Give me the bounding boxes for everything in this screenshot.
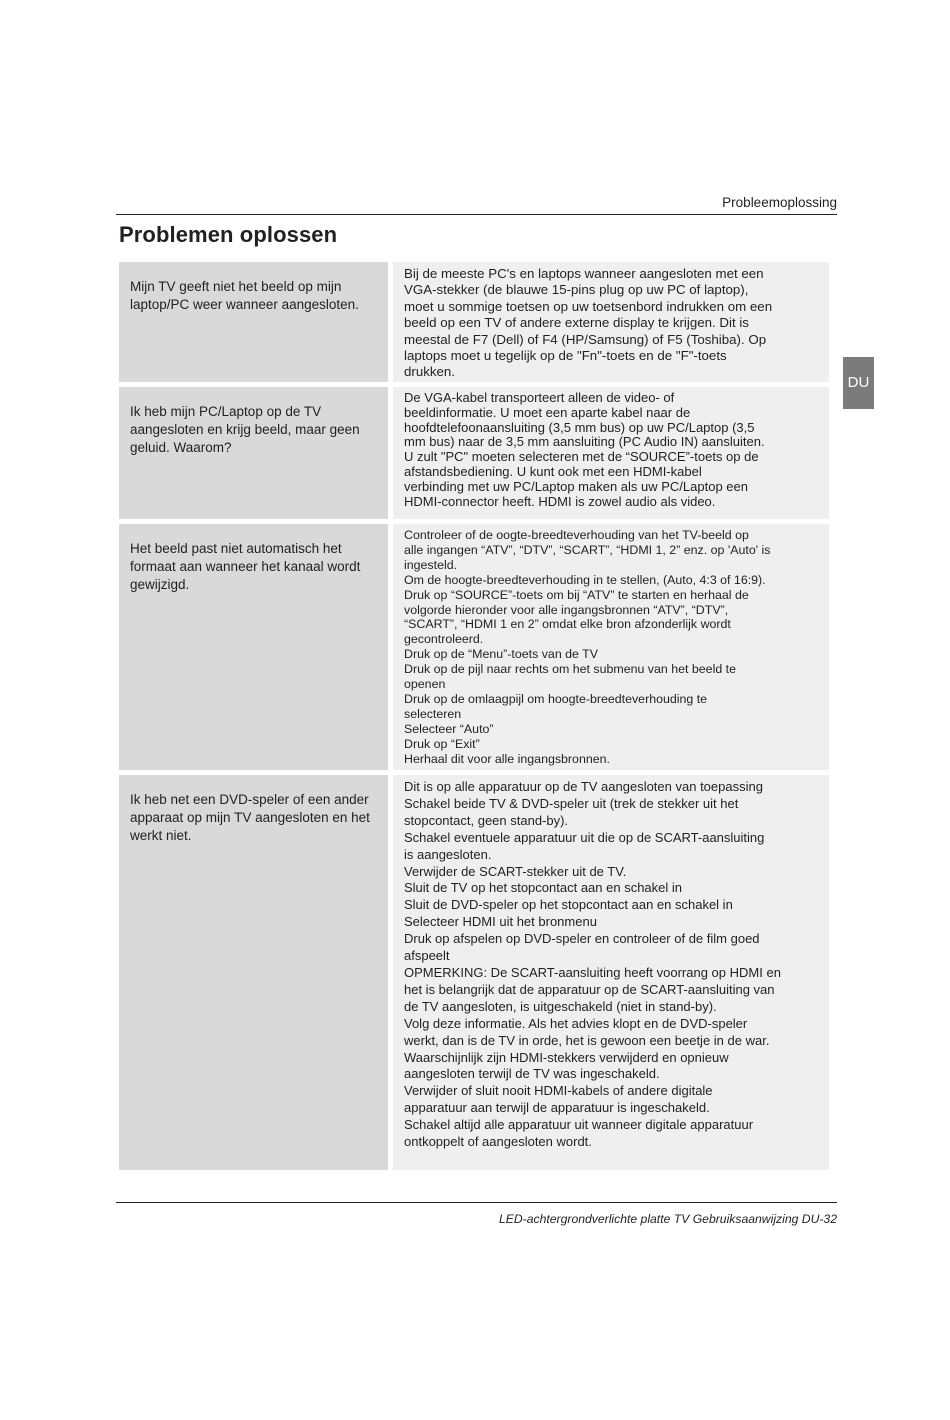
answer-line: “SCART”, “HDMI 1 en 2” omdat elke bron afzonderlijk wordt: [404, 617, 731, 632]
question-cell: Het beeld past niet automatisch het formaat aan wanneer het kanaal wordt gewijzigd.: [119, 524, 388, 770]
answer-line: Volg deze informatie. Als het advies klopt en de DVD-speler: [404, 1015, 748, 1031]
answer-line: Verwijder de SCART-stekker uit de TV.: [404, 863, 627, 879]
answer-line: Selecteer “Auto”: [404, 721, 494, 736]
answer-line: stopcontact, geen stand-by).: [404, 812, 569, 828]
answer-cell: [393, 262, 829, 382]
answer-line: Dit is op alle apparatuur op de TV aangesloten van toepassing: [404, 779, 763, 794]
answer-line: beeld op een TV of andere externe display te krijgen. Dit is: [404, 315, 749, 331]
table-row: [119, 262, 829, 382]
answer-line: meestal de F7 (Dell) of F4 (HP/Samsung) of F5 (Toshiba). Op: [404, 331, 767, 347]
question-cell: Ik heb mijn PC/Laptop op de TV aangesloten en krijg beeld, maar geen geluid. Waarom?: [119, 387, 388, 519]
answer-line: HDMI-connector heeft. HDMI is zowel audio als video.: [404, 493, 716, 509]
answer-cell: [393, 775, 829, 1170]
answer-line: OPMERKING: De SCART-aansluiting heeft voorrang op HDMI en: [404, 964, 781, 980]
page-footer: LED-achtergrondverlichte platte TV Gebruiksaanwijzing DU-32: [498, 1212, 837, 1226]
header-divider: [116, 214, 837, 215]
answer-line: laptops moet u tegelijk op de "Fn"-toets en de "F"-toets: [404, 348, 727, 364]
question-cell: Mijn TV geeft niet het beeld op mijn laptop/PC weer wanneer aangesloten.: [119, 262, 388, 382]
answer-cell: [393, 387, 829, 519]
answer-line: U zult "PC" moeten selecteren met de “SOURCE”-toets op de: [404, 449, 759, 465]
answer-line: Druk op “Exit”: [404, 736, 480, 751]
answer-line: Selecteer HDMI uit het bronmenu: [404, 914, 597, 930]
answer-line: openen: [404, 677, 446, 692]
table-row: [119, 387, 829, 519]
answer-line: De VGA-kabel transporteert alleen de video- of: [404, 390, 675, 405]
table-row: [119, 524, 829, 770]
answer-line: alle ingangen “ATV”, “DTV”, “SCART”, “HDMI 1, 2” enz. op 'Auto' is: [404, 542, 771, 557]
page-title: Problemen oplossen: [119, 222, 338, 247]
answer-line: gecontroleerd.: [404, 632, 484, 647]
answer-line: beeldinformatie. U moet een aparte kabel naar de: [404, 404, 691, 420]
answer-line: Sluit de DVD-speler op het stopcontact aan en schakel in: [404, 897, 733, 913]
answer-line: Herhaal dit voor alle ingangsbronnen.: [404, 751, 610, 766]
answer-line: is aangesloten.: [404, 846, 492, 862]
answer-line: mm bus) naar de 3,5 mm aansluiting (PC Audio IN) aansluiten.: [404, 434, 765, 450]
answer-line: Schakel altijd alle apparatuur uit wanneer digitale apparatuur: [404, 1117, 754, 1133]
answer-line: drukken.: [404, 364, 455, 380]
answer-line: de TV aangesloten, is uitgeschakeld (niet in stand-by).: [404, 998, 717, 1014]
table-row: [119, 775, 829, 1170]
answer-line: Druk op de pijl naar rechts om het submenu van het beeld te: [404, 662, 736, 677]
answer-line: Druk op de “Menu”-toets van de TV: [404, 647, 598, 662]
answer-line: Druk op de omlaagpijl om hoogte-breedteverhouding te: [404, 691, 708, 706]
answer-line: Verwijder of sluit nooit HDMI-kabels of andere digitale: [404, 1083, 713, 1099]
troubleshooting-table: [119, 262, 829, 1175]
answer-line: afspeelt: [404, 948, 450, 964]
answer-line: Bij de meeste PC's en laptops wanneer aangesloten met een: [404, 266, 764, 281]
answer-line: het is belangrijk dat de apparatuur op de SCART-aansluiting van: [404, 981, 775, 997]
answer-line: Druk op afspelen op DVD-speler en controleer of de film goed: [404, 931, 760, 947]
answer-line: VGA-stekker (de blauwe 15-pins plug op uw PC of laptop),: [404, 282, 749, 298]
answer-line: moet u sommige toetsen op uw toetsenbord indrukken om een: [404, 298, 773, 314]
language-tab: DU: [843, 357, 874, 409]
answer-line: Om de hoogte-breedteverhouding in te stellen, (Auto, 4:3 of 16:9).: [404, 572, 766, 587]
answer-line: werkt, dan is de TV in orde, het is gewoon een beetje in de war.: [404, 1032, 770, 1048]
answer-line: Schakel beide TV & DVD-speler uit (trek de stekker uit het: [404, 795, 739, 811]
answer-line: Sluit de TV op het stopcontact aan en schakel in: [404, 880, 682, 896]
answer-line: volgorde hieronder voor alle ingangsbronnen “ATV”, “DTV”,: [404, 602, 729, 617]
answer-line: ingesteld.: [404, 557, 458, 572]
answer-line: selecteren: [404, 706, 462, 721]
answer-line: Controleer of de oogte-breedteverhouding van het TV-beeld op: [404, 528, 749, 542]
answer-line: Druk op “SOURCE”-toets om bij “ATV” te starten en herhaal de: [404, 587, 749, 602]
answer-cell: [393, 524, 829, 770]
answer-line: ontkoppelt of aangesloten wordt.: [404, 1134, 592, 1150]
footer-divider: [116, 1202, 837, 1203]
question-cell: Ik heb net een DVD-speler of een ander apparaat op mijn TV aangesloten en het werkt niet.: [119, 775, 388, 1170]
answer-line: Waarschijnlijk zijn HDMI-stekkers verwijderd en opnieuw: [404, 1049, 729, 1065]
answer-line: Schakel eventuele apparatuur uit die op de SCART-aansluiting: [404, 829, 765, 845]
answer-line: afstandsbediening. U kunt ook met een HDMI-kabel: [404, 463, 702, 479]
answer-line: hoofdtelefoonaansluiting (3,5 mm bus) op uw PC/Laptop (3,5: [404, 419, 755, 435]
answer-line: verbinding met uw PC/Laptop maken als uw PC/Laptop een: [404, 478, 748, 494]
running-header: Probleemoplossing: [722, 195, 837, 210]
answer-line: aangesloten terwijl de TV was ingeschakeld.: [404, 1066, 660, 1082]
answer-line: apparatuur aan terwijl de apparatuur is ingeschakeld.: [404, 1100, 710, 1116]
